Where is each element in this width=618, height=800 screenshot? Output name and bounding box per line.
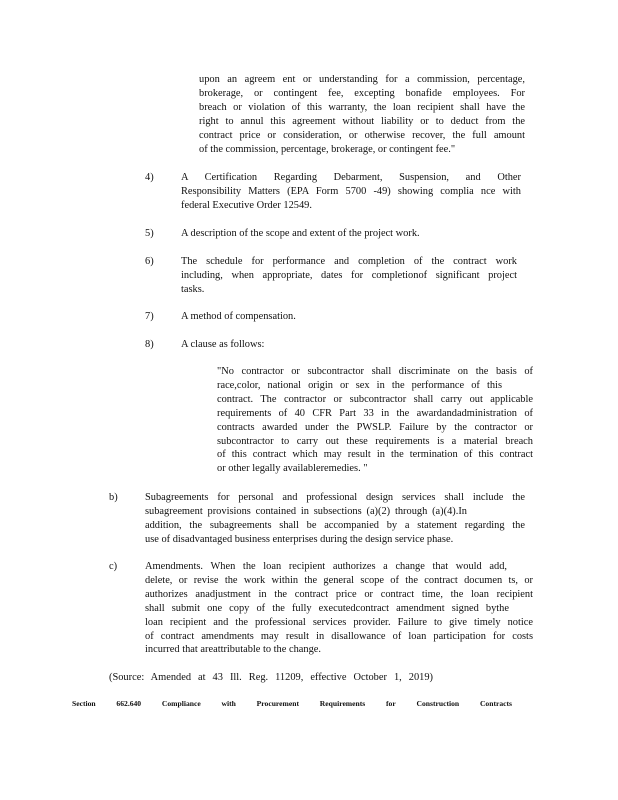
text-line: breach or violation of this warranty, the loan recipient shall have the (199, 101, 525, 113)
item-number: 6) (145, 256, 154, 267)
source-note (109, 671, 433, 685)
heading-word: 662.640 (116, 699, 142, 708)
list-item (181, 171, 521, 213)
item-number: 7) (145, 311, 154, 322)
text-line: loan recipient and the professional services provider. Failure to give timely notice (145, 616, 533, 628)
heading-word: Section (72, 699, 96, 708)
section-label: b) (109, 492, 118, 503)
text-line: upon an agreem ent or understanding for a commission, percentage, (199, 74, 525, 85)
text-line: contract. The contractor or subcontractor shall carry out applicable (217, 393, 533, 405)
section-subagreements (145, 491, 525, 547)
text-line: of this contract which may result in the termination of this contract (217, 449, 533, 461)
list-item (181, 227, 481, 241)
text-line: A Certification Regarding Debarment, Suspension, and Other (181, 172, 521, 183)
text-line: of the commission, percentage, brokerage, or contingent fee." (199, 143, 456, 155)
text-line: Subagreements for personal and professional design services shall include the (145, 492, 525, 503)
text-line: A clause as follows: (181, 339, 265, 350)
heading-word: for (386, 699, 396, 708)
list-item (181, 338, 381, 352)
text-line: or other legally availableremedies. " (217, 463, 368, 475)
text-line: delete, or revise the work within the general scope of the contract documen ts, or (145, 574, 533, 586)
list-item (181, 310, 381, 324)
text-line: contract price or consideration, or otherwise recover, the full amount (199, 129, 525, 141)
next-section-heading (72, 699, 512, 708)
text-line: subcontractor to carry out these requirements is a material breach (217, 435, 533, 447)
text-line: brokerage, or contingent fee, excepting bonafide employees. For (199, 87, 525, 99)
heading-word: with (221, 699, 236, 708)
text-line: subagreement provisions contained in subsections (a)(2) through (a)(4).In (145, 505, 467, 517)
text-line: The schedule for performance and completion of the contract work (181, 256, 517, 267)
nondiscrimination-clause (217, 365, 533, 476)
heading-word: Requirements (319, 699, 366, 708)
text-line: Amendments. When the loan recipient authorizes a change that would add, (145, 561, 507, 572)
text-line: requirements of 40 CFR Part 33 in the awardandadministration of (217, 407, 533, 419)
text-line: "No contractor or subcontractor shall discriminate on the basis of (217, 366, 533, 377)
text-line: right to annul this agreement without liability or to deduct from the (199, 115, 525, 127)
item-number: 8) (145, 339, 154, 350)
section-label: c) (109, 561, 118, 572)
warranty-clause (199, 73, 525, 156)
text-line: tasks. (181, 283, 205, 295)
heading-word: Contracts (479, 699, 512, 708)
text-line: shall submit one copy of the fully executedcontract amendment signed bythe (145, 602, 509, 614)
list-item (181, 255, 517, 297)
heading-word: Procurement (256, 699, 299, 708)
text-line: addition, the subagreements shall be accompanied by a statement regarding the (145, 519, 525, 531)
text-line: use of disadvantaged business enterprises during the design service phase. (145, 533, 454, 545)
text-line: contracts awarded under the PWSLP. Failure by the contractor or (217, 421, 533, 433)
text-line: incurred that areattributable to the change. (145, 644, 321, 656)
text-line: race,color, national origin or sex in the performance of this (217, 379, 502, 391)
heading-word: Construction (416, 699, 460, 708)
heading-word: Compliance (161, 699, 201, 708)
text-line: A method of compensation. (181, 311, 296, 322)
text-line: including, when appropriate, dates for completionof significant project (181, 269, 517, 281)
text-line: (Source: Amended at 43 Ill. Reg. 11209, effective October 1, 2019) (109, 672, 433, 683)
text-line: A description of the scope and extent of the project work. (181, 228, 420, 239)
item-number: 5) (145, 228, 154, 239)
item-number: 4) (145, 172, 154, 183)
text-line: authorizes anadjustment in the contract price or contract time, the loan recipient (145, 588, 533, 600)
section-amendments (145, 560, 533, 657)
text-line: Responsibility Matters (EPA Form 5700 -49) showing complia nce with (181, 185, 521, 197)
text-line: federal Executive Order 12549. (181, 199, 312, 211)
text-line: of contract amendments may result in disallowance of loan participation for costs (145, 630, 533, 642)
